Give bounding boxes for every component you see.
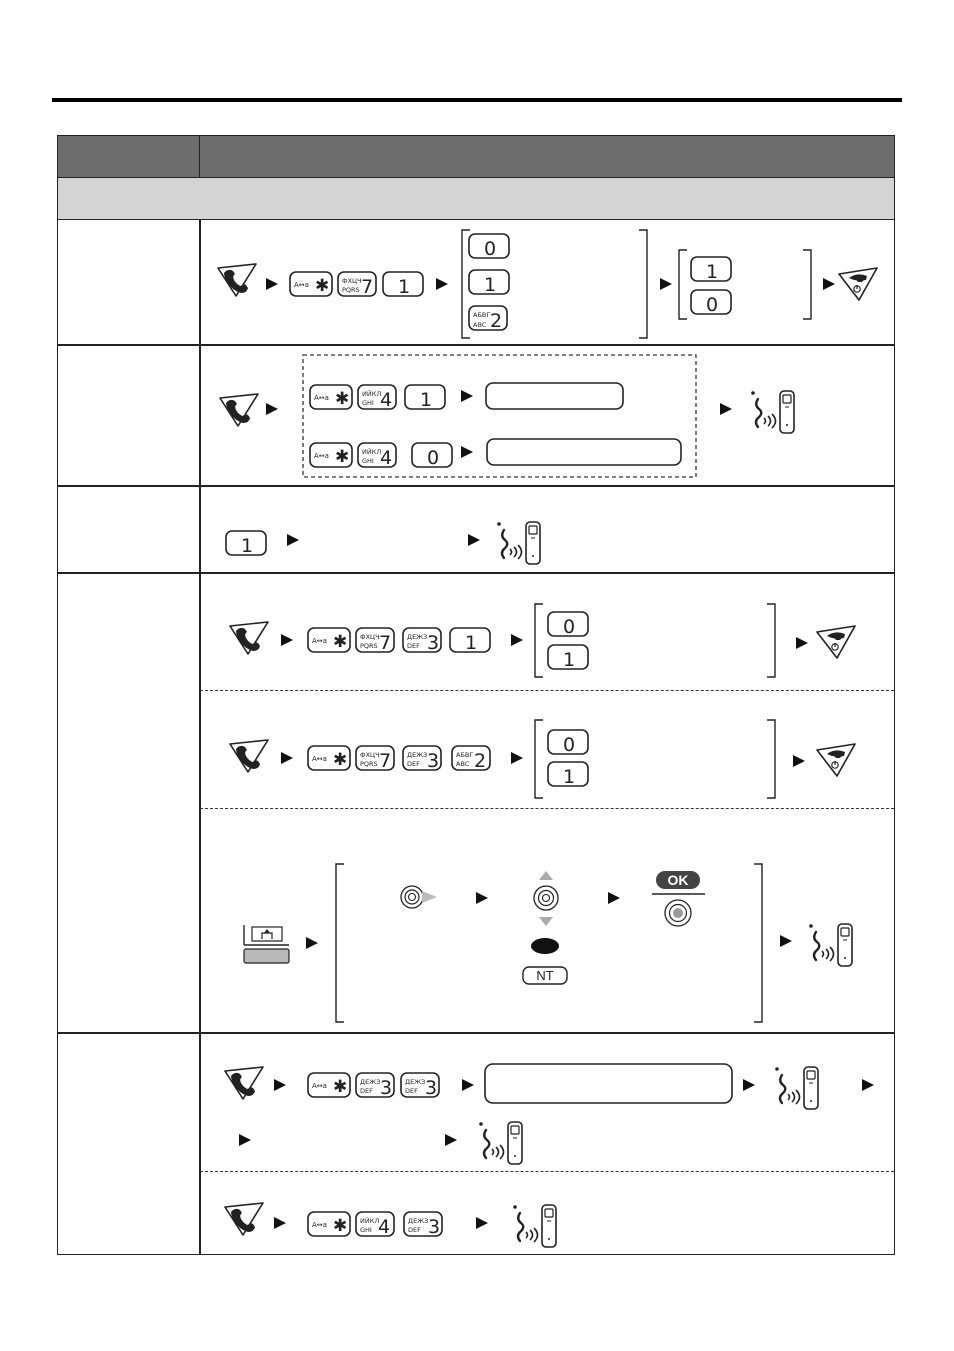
- select-button[interactable]: [531, 938, 559, 954]
- option-bracket-left: [535, 604, 543, 677]
- key-1-digit: 1: [706, 261, 719, 283]
- key-4-lat: GHI: [360, 1226, 372, 1234]
- confirmation-tone-icon: [751, 391, 794, 433]
- key-3-digit: 3: [380, 1077, 393, 1099]
- key-4-lat: GHI: [362, 457, 374, 465]
- key-3-lat: DEF: [407, 760, 420, 768]
- key-2-digit: 2: [490, 310, 503, 332]
- arrow-right-icon: [445, 1134, 457, 1146]
- option-bracket-right: [767, 604, 775, 677]
- key-7-digit: 7: [361, 276, 374, 298]
- option-bracket-right: [803, 250, 811, 319]
- key-1-digit: 1: [241, 535, 254, 557]
- star-key[interactable]: [310, 385, 352, 409]
- key-3-cyr: ДЕЖЗ: [407, 751, 428, 759]
- key-0-digit: 0: [427, 447, 440, 469]
- key-0-digit: 0: [484, 238, 497, 260]
- key-0-digit: 0: [563, 616, 576, 638]
- arrow-right-icon: [511, 634, 523, 646]
- star-key[interactable]: [308, 1212, 350, 1236]
- option-bracket-left: [679, 250, 687, 319]
- arrow-right-icon: [436, 278, 448, 290]
- arrow-right-icon: [796, 637, 808, 649]
- key-3-digit: 3: [425, 1077, 438, 1099]
- key-3-lat: DEF: [408, 1226, 421, 1234]
- key-1-digit: 1: [484, 274, 497, 296]
- star-key[interactable]: [290, 272, 332, 296]
- arrow-right-icon: [281, 634, 293, 646]
- star-key[interactable]: [310, 443, 352, 467]
- arrow-right-icon: [461, 446, 473, 458]
- arrow-right-icon: [468, 534, 480, 546]
- confirmation-tone-icon: [479, 1122, 522, 1164]
- key-7-digit: 7: [379, 632, 392, 654]
- confirmation-tone-icon: [809, 924, 852, 966]
- key-3-cyr: ДЕЖЗ: [407, 633, 428, 641]
- key-7-cyr: ФХЦЧ: [342, 277, 362, 285]
- display-field: [487, 439, 681, 465]
- arrow-right-icon: [287, 534, 299, 546]
- key-3-digit: 3: [428, 1216, 441, 1238]
- handset-offhook-icon[interactable]: [230, 740, 268, 772]
- arrow-right-icon: [608, 892, 620, 904]
- arrow-right-icon: [862, 1079, 874, 1091]
- key-3-digit: 3: [427, 750, 440, 772]
- handset-onhook-icon[interactable]: [839, 268, 877, 300]
- ok-button[interactable]: [652, 871, 705, 926]
- key-2-lat: ABC: [456, 760, 470, 768]
- arrow-right-icon: [274, 1079, 286, 1091]
- key-0-digit: 0: [563, 734, 576, 756]
- confirmation-tone-icon: [775, 1067, 818, 1109]
- key-2-cyr: АБВГ: [456, 751, 474, 759]
- display-field: [485, 1064, 732, 1103]
- arrow-right-icon: [266, 403, 278, 415]
- option-bracket-right: [767, 720, 775, 798]
- key-2-lat: ABC: [473, 321, 487, 329]
- key-7-lat: PQRS: [360, 642, 378, 650]
- handset-offhook-icon[interactable]: [230, 622, 268, 654]
- key-7-cyr: ФХЦЧ: [360, 633, 380, 641]
- key-4-digit: 4: [380, 389, 393, 411]
- confirmation-tone-icon: [497, 522, 540, 564]
- option-bracket-left: [336, 864, 344, 1022]
- arrow-right-icon: [793, 755, 805, 767]
- key-3-lat: DEF: [405, 1087, 418, 1095]
- key-3-cyr: ДЕЖЗ: [408, 1217, 429, 1225]
- confirmation-tone-icon: [513, 1205, 556, 1247]
- key-4-cyr: ИЙКЛ: [362, 390, 382, 398]
- handset-offhook-icon[interactable]: [225, 1203, 263, 1235]
- key-4-digit: 4: [378, 1216, 391, 1238]
- key-3-cyr: ДЕЖЗ: [405, 1078, 426, 1086]
- key-1-digit: 1: [563, 766, 576, 788]
- nt-button[interactable]: [523, 967, 567, 984]
- arrow-right-icon: [281, 752, 293, 764]
- key-1-digit: 1: [420, 389, 433, 411]
- arrow-right-icon: [461, 390, 473, 402]
- key-7-digit: 7: [379, 750, 392, 772]
- key-4-digit: 4: [380, 447, 393, 469]
- key-3-lat: DEF: [360, 1087, 373, 1095]
- handset-offhook-icon[interactable]: [225, 1067, 263, 1099]
- ok-label: OK: [667, 872, 689, 888]
- arrow-right-icon: [511, 752, 523, 764]
- handset-onhook-icon[interactable]: [817, 626, 855, 658]
- key-0-digit: 0: [706, 294, 719, 316]
- option-bracket-right: [639, 230, 647, 338]
- key-7-lat: PQRS: [342, 286, 360, 294]
- navigator-key-icon[interactable]: [534, 871, 558, 926]
- key-1-digit: 1: [563, 649, 576, 671]
- key-1-digit: 1: [465, 632, 478, 654]
- key-2-cyr: АБВГ: [473, 311, 491, 319]
- arrow-right-icon: [720, 403, 732, 415]
- key-7-cyr: ФХЦЧ: [360, 751, 380, 759]
- key-3-lat: DEF: [407, 642, 420, 650]
- arrow-right-icon: [239, 1134, 251, 1146]
- star-key[interactable]: [308, 1073, 350, 1097]
- star-key[interactable]: [308, 628, 350, 652]
- handset-offhook-icon[interactable]: [220, 394, 258, 426]
- display-field: [486, 383, 623, 409]
- key-1-digit: 1: [398, 276, 411, 298]
- key-7-lat: PQRS: [360, 760, 378, 768]
- arrow-right-icon: [660, 278, 672, 290]
- arrow-right-icon: [462, 1079, 474, 1091]
- key-3-digit: 3: [427, 632, 440, 654]
- arrow-right-icon: [266, 278, 278, 290]
- arrow-right-icon: [780, 935, 792, 947]
- key-4-cyr: ИЙКЛ: [360, 1217, 380, 1225]
- option-bracket-left: [535, 720, 543, 798]
- arrow-right-icon: [743, 1079, 755, 1091]
- flexible-button-icon[interactable]: [244, 925, 289, 963]
- procedure-graphics: ⊲ A↔a ✱ ФХЦЧ PQRS 7 1 0 1 АБВГ ABC 2 1 0 ИЙКЛ GHI 4 1 ИЙКЛ GHI 4 0 1 ФХЦЧ PQRS 7 ДЕЖЗ DEF 3 1 0 1 ФХЦЧ PQRS 7 ДЕЖЗ DEF 3 АБВГ ABC 2 0 1 OK NT ДЕЖЗ DEF 3 ДЕЖЗ DEF 3 ИЙКЛ GHI 4 ДЕЖЗ DEF 3: [0, 0, 954, 1351]
- arrow-right-icon: [823, 278, 835, 290]
- star-key[interactable]: [308, 746, 350, 770]
- handset-onhook-icon[interactable]: [817, 744, 855, 776]
- option-bracket-right: [754, 864, 762, 1022]
- arrow-right-icon: [476, 1217, 488, 1229]
- key-2-digit: 2: [474, 750, 487, 772]
- jog-dial-icon[interactable]: [401, 886, 437, 908]
- arrow-right-icon: [274, 1217, 286, 1229]
- arrow-right-icon: [306, 937, 318, 949]
- handset-offhook-icon[interactable]: [218, 264, 256, 296]
- key-4-lat: GHI: [362, 399, 374, 407]
- arrow-right-icon: [476, 892, 488, 904]
- key-3-cyr: ДЕЖЗ: [360, 1078, 381, 1086]
- nt-label: NT: [536, 968, 554, 983]
- key-4-cyr: ИЙКЛ: [362, 448, 382, 456]
